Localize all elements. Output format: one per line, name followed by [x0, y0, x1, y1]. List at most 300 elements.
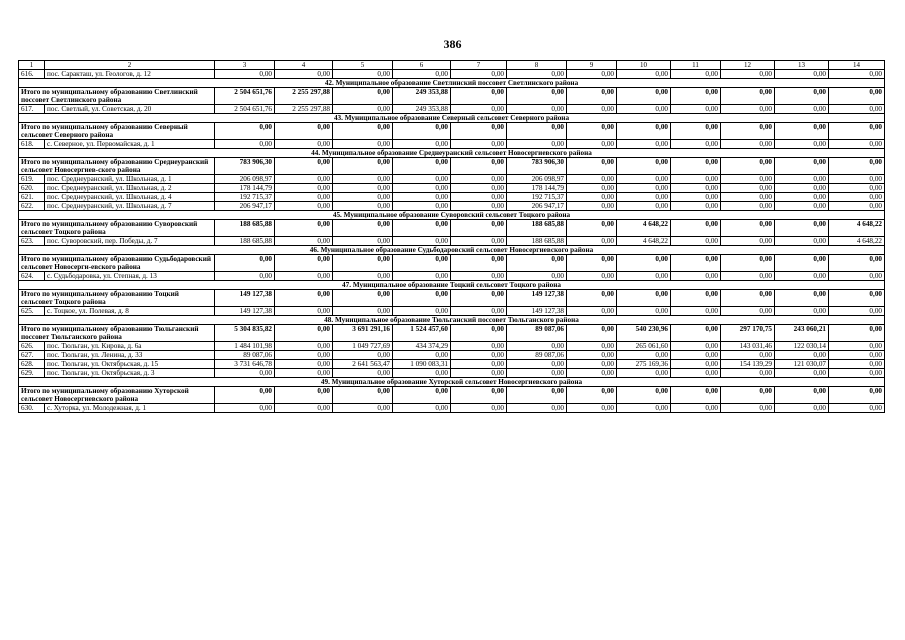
row-number: 628. [19, 360, 45, 369]
table-row [19, 351, 885, 360]
value-cell: 0,00 [671, 220, 721, 237]
value-cell: 0,00 [567, 140, 617, 149]
section-title: 45. Муниципальное образование Суворовский сельсовет Тоцкого района [19, 211, 885, 220]
value-cell: 0,00 [829, 70, 885, 79]
value-cell: 0,00 [617, 140, 671, 149]
value-cell: 0,00 [451, 237, 507, 246]
total-row [19, 387, 885, 404]
value-cell: 0,00 [671, 175, 721, 184]
value-cell: 0,00 [721, 184, 775, 193]
value-cell: 0,00 [617, 123, 671, 140]
value-cell: 0,00 [333, 175, 393, 184]
value-cell: 0,00 [275, 158, 333, 175]
value-cell: 0,00 [393, 220, 451, 237]
row-number: 620. [19, 184, 45, 193]
address-cell: пос. Среднеуранский, ул. Школьная, д. 7 [45, 202, 215, 211]
value-cell: 0,00 [507, 255, 567, 272]
value-cell: 2 504 651,76 [215, 88, 275, 105]
value-cell: 188 685,88 [215, 237, 275, 246]
value-cell: 0,00 [451, 123, 507, 140]
value-cell: 0,00 [671, 158, 721, 175]
value-cell: 0,00 [275, 404, 333, 413]
value-cell: 0,00 [507, 360, 567, 369]
value-cell: 0,00 [333, 220, 393, 237]
value-cell: 783 906,30 [215, 158, 275, 175]
value-cell: 0,00 [617, 202, 671, 211]
value-cell: 0,00 [393, 202, 451, 211]
value-cell: 0,00 [451, 70, 507, 79]
value-cell: 0,00 [393, 193, 451, 202]
table-row [19, 307, 885, 316]
value-cell: 0,00 [617, 105, 671, 114]
section-title: 46. Муниципальное образование Судьбодаровский сельсовет Новосергиевского района [19, 246, 885, 255]
value-cell: 0,00 [775, 184, 829, 193]
value-cell: 0,00 [215, 404, 275, 413]
value-cell: 0,00 [567, 184, 617, 193]
value-cell: 0,00 [671, 255, 721, 272]
value-cell: 2 255 297,88 [275, 105, 333, 114]
table-row [19, 369, 885, 378]
value-cell: 0,00 [567, 123, 617, 140]
value-cell: 0,00 [671, 404, 721, 413]
value-cell: 0,00 [617, 70, 671, 79]
value-cell: 0,00 [671, 140, 721, 149]
value-cell: 0,00 [215, 123, 275, 140]
value-cell: 434 374,29 [393, 342, 451, 351]
value-cell: 0,00 [775, 158, 829, 175]
table-row [19, 184, 885, 193]
value-cell: 0,00 [721, 351, 775, 360]
value-cell: 0,00 [333, 237, 393, 246]
value-cell: 249 353,88 [393, 105, 451, 114]
value-cell: 0,00 [333, 202, 393, 211]
value-cell: 89 087,06 [507, 325, 567, 342]
value-cell: 0,00 [393, 158, 451, 175]
value-cell: 0,00 [507, 88, 567, 105]
value-cell: 0,00 [275, 193, 333, 202]
value-cell: 0,00 [829, 290, 885, 307]
value-cell: 0,00 [215, 369, 275, 378]
value-cell: 149 127,38 [507, 307, 567, 316]
value-cell: 0,00 [275, 307, 333, 316]
value-cell: 0,00 [567, 237, 617, 246]
value-cell: 0,00 [775, 290, 829, 307]
value-cell: 265 061,60 [617, 342, 671, 351]
value-cell: 0,00 [275, 369, 333, 378]
value-cell: 0,00 [775, 175, 829, 184]
address-cell: с. Северное, ул. Первомайская, д. 1 [45, 140, 215, 149]
value-cell: 178 144,79 [215, 184, 275, 193]
section-title: 48. Муниципальное образование Тюльганский поссовет Тюльганского района [19, 316, 885, 325]
value-cell: 243 060,21 [775, 325, 829, 342]
value-cell: 0,00 [617, 255, 671, 272]
address-cell: пос. Среднеуранский, ул. Школьная, д. 2 [45, 184, 215, 193]
value-cell: 143 031,46 [721, 342, 775, 351]
table-row [19, 272, 885, 281]
address-cell: пос. Светлый, ул. Советская, д. 20 [45, 105, 215, 114]
value-cell: 0,00 [671, 88, 721, 105]
value-cell: 0,00 [393, 175, 451, 184]
address-cell: пос. Тюльган, ул. Октябрьская, д. 3 [45, 369, 215, 378]
value-cell: 783 906,30 [507, 158, 567, 175]
value-cell: 0,00 [617, 351, 671, 360]
value-cell: 0,00 [775, 404, 829, 413]
value-cell: 0,00 [775, 123, 829, 140]
value-cell: 0,00 [333, 158, 393, 175]
value-cell: 206 947,17 [507, 202, 567, 211]
value-cell: 0,00 [333, 387, 393, 404]
column-header: 3 [215, 61, 275, 70]
value-cell: 206 947,17 [215, 202, 275, 211]
value-cell: 0,00 [215, 255, 275, 272]
total-label: Итого по муниципальному образованию Хуторской сельсовет Новосергиевского района [19, 387, 215, 404]
value-cell: 0,00 [829, 325, 885, 342]
value-cell: 0,00 [451, 290, 507, 307]
value-cell: 0,00 [333, 88, 393, 105]
value-cell: 0,00 [617, 387, 671, 404]
value-cell: 0,00 [775, 70, 829, 79]
table-row [19, 70, 885, 79]
value-cell: 0,00 [393, 307, 451, 316]
value-cell: 0,00 [829, 175, 885, 184]
value-cell: 0,00 [333, 404, 393, 413]
value-cell: 4 648,22 [829, 237, 885, 246]
value-cell: 0,00 [275, 202, 333, 211]
value-cell: 0,00 [829, 307, 885, 316]
total-label: Итого по муниципальному образованию Северный сельсовет Северного района [19, 123, 215, 140]
value-cell: 0,00 [721, 123, 775, 140]
address-cell: с. Тоцкое, ул. Полевая, д. 8 [45, 307, 215, 316]
value-cell: 0,00 [671, 202, 721, 211]
column-header: 13 [775, 61, 829, 70]
total-row [19, 220, 885, 237]
value-cell: 0,00 [829, 360, 885, 369]
value-cell: 89 087,06 [215, 351, 275, 360]
value-cell: 0,00 [451, 202, 507, 211]
value-cell: 0,00 [393, 369, 451, 378]
value-cell: 4 648,22 [617, 237, 671, 246]
value-cell: 0,00 [567, 342, 617, 351]
value-cell: 275 169,36 [617, 360, 671, 369]
row-number: 622. [19, 202, 45, 211]
value-cell: 249 353,88 [393, 88, 451, 105]
value-cell: 0,00 [451, 184, 507, 193]
column-header: 11 [671, 61, 721, 70]
value-cell: 0,00 [617, 272, 671, 281]
value-cell: 149 127,38 [507, 290, 567, 307]
total-row [19, 123, 885, 140]
value-cell: 0,00 [567, 404, 617, 413]
value-cell: 0,00 [617, 158, 671, 175]
value-cell: 0,00 [393, 351, 451, 360]
total-label: Итого по муниципальному образованию Светлинский поссовет Светлинского района [19, 88, 215, 105]
value-cell: 0,00 [275, 255, 333, 272]
value-cell: 0,00 [451, 140, 507, 149]
value-cell: 0,00 [393, 404, 451, 413]
value-cell: 0,00 [451, 158, 507, 175]
total-label: Итого по муниципальному образованию Тюльганский поссовет Тюльганского района [19, 325, 215, 342]
row-number: 625. [19, 307, 45, 316]
value-cell: 0,00 [829, 404, 885, 413]
value-cell: 0,00 [333, 351, 393, 360]
value-cell: 0,00 [507, 387, 567, 404]
value-cell: 0,00 [617, 184, 671, 193]
value-cell: 206 098,97 [215, 175, 275, 184]
row-number: 623. [19, 237, 45, 246]
value-cell: 0,00 [829, 272, 885, 281]
address-cell: пос. Тюльган, ул. Кирова, д. 6а [45, 342, 215, 351]
value-cell: 0,00 [671, 342, 721, 351]
total-row [19, 290, 885, 307]
value-cell: 0,00 [617, 404, 671, 413]
value-cell: 0,00 [617, 290, 671, 307]
section-heading-row [19, 149, 885, 158]
section-heading-row [19, 378, 885, 387]
table-row [19, 342, 885, 351]
value-cell: 0,00 [671, 237, 721, 246]
value-cell: 0,00 [617, 307, 671, 316]
table-row [19, 360, 885, 369]
value-cell: 188 685,88 [507, 237, 567, 246]
value-cell: 0,00 [567, 307, 617, 316]
address-cell: пос. Саракташ, ул. Геологов, д. 12 [45, 70, 215, 79]
value-cell: 2 255 297,88 [275, 88, 333, 105]
section-heading-row [19, 79, 885, 88]
section-title: 43. Муниципальное образование Северный сельсовет Северного района [19, 114, 885, 123]
value-cell: 0,00 [721, 140, 775, 149]
column-header: 5 [333, 61, 393, 70]
value-cell: 0,00 [829, 369, 885, 378]
value-cell: 149 127,38 [215, 290, 275, 307]
value-cell: 0,00 [671, 123, 721, 140]
value-cell: 0,00 [393, 123, 451, 140]
value-cell: 0,00 [567, 70, 617, 79]
value-cell: 0,00 [451, 342, 507, 351]
value-cell: 0,00 [721, 220, 775, 237]
table-body [19, 61, 885, 413]
table-row [19, 237, 885, 246]
value-cell: 0,00 [451, 220, 507, 237]
value-cell: 0,00 [829, 105, 885, 114]
value-cell: 4 648,22 [829, 220, 885, 237]
value-cell: 0,00 [617, 88, 671, 105]
value-cell: 0,00 [721, 404, 775, 413]
value-cell: 0,00 [333, 307, 393, 316]
value-cell: 0,00 [671, 272, 721, 281]
page-number: 386 [443, 37, 462, 51]
value-cell: 0,00 [451, 193, 507, 202]
value-cell: 0,00 [775, 202, 829, 211]
value-cell: 0,00 [275, 184, 333, 193]
column-header: 8 [507, 61, 567, 70]
value-cell: 0,00 [393, 140, 451, 149]
value-cell: 0,00 [829, 193, 885, 202]
value-cell: 0,00 [721, 255, 775, 272]
total-label: Итого по муниципальному образованию Тоцкий сельсовет Тоцкого района [19, 290, 215, 307]
value-cell: 0,00 [721, 193, 775, 202]
value-cell: 0,00 [507, 369, 567, 378]
column-header: 2 [45, 61, 215, 70]
row-number: 616. [19, 70, 45, 79]
value-cell: 0,00 [775, 369, 829, 378]
value-cell: 0,00 [275, 290, 333, 307]
value-cell: 0,00 [829, 123, 885, 140]
value-cell: 0,00 [215, 70, 275, 79]
column-header: 4 [275, 61, 333, 70]
value-cell: 0,00 [829, 342, 885, 351]
value-cell: 0,00 [333, 369, 393, 378]
row-number: 626. [19, 342, 45, 351]
value-cell: 0,00 [333, 70, 393, 79]
value-cell: 0,00 [451, 272, 507, 281]
value-cell: 3 731 646,78 [215, 360, 275, 369]
value-cell: 0,00 [275, 175, 333, 184]
value-cell: 0,00 [275, 140, 333, 149]
section-title: 47. Муниципальное образование Тоцкий сельсовет Тоцкого района [19, 281, 885, 290]
column-header: 1 [19, 61, 45, 70]
value-cell: 0,00 [451, 325, 507, 342]
value-cell: 192 715,37 [507, 193, 567, 202]
total-label: Итого по муниципальному образованию Суворовский сельсовет Тоцкого района [19, 220, 215, 237]
value-cell: 0,00 [451, 88, 507, 105]
value-cell: 297 170,75 [721, 325, 775, 342]
value-cell: 0,00 [567, 220, 617, 237]
value-cell: 0,00 [567, 175, 617, 184]
value-cell: 0,00 [671, 325, 721, 342]
value-cell: 121 030,07 [775, 360, 829, 369]
value-cell: 0,00 [275, 360, 333, 369]
section-title: 44. Муниципальное образование Среднеуранский сельсовет Новосергиевского района [19, 149, 885, 158]
value-cell: 0,00 [215, 387, 275, 404]
column-header: 7 [451, 61, 507, 70]
value-cell: 0,00 [567, 387, 617, 404]
value-cell: 0,00 [829, 184, 885, 193]
data-table [18, 60, 885, 413]
value-cell: 0,00 [507, 105, 567, 114]
value-cell: 0,00 [567, 88, 617, 105]
value-cell: 0,00 [275, 123, 333, 140]
value-cell: 0,00 [775, 255, 829, 272]
total-row [19, 255, 885, 272]
value-cell: 0,00 [775, 351, 829, 360]
value-cell: 0,00 [275, 351, 333, 360]
value-cell: 0,00 [775, 220, 829, 237]
value-cell: 0,00 [775, 387, 829, 404]
value-cell: 0,00 [333, 290, 393, 307]
address-cell: с. Судьбодаровка, ул. Степная, д. 13 [45, 272, 215, 281]
value-cell: 1 524 457,60 [393, 325, 451, 342]
value-cell: 0,00 [721, 158, 775, 175]
value-cell: 0,00 [393, 237, 451, 246]
value-cell: 0,00 [775, 237, 829, 246]
value-cell: 0,00 [215, 272, 275, 281]
value-cell: 188 685,88 [215, 220, 275, 237]
address-cell: пос. Среднеуранский, ул. Школьная, д. 1 [45, 175, 215, 184]
value-cell: 0,00 [721, 70, 775, 79]
value-cell: 0,00 [275, 220, 333, 237]
value-cell: 0,00 [507, 404, 567, 413]
value-cell: 0,00 [393, 387, 451, 404]
row-number: 619. [19, 175, 45, 184]
value-cell: 0,00 [721, 88, 775, 105]
header-row [19, 61, 885, 70]
value-cell: 0,00 [333, 193, 393, 202]
value-cell: 0,00 [617, 193, 671, 202]
section-heading-row [19, 114, 885, 123]
value-cell: 1 090 083,31 [393, 360, 451, 369]
value-cell: 0,00 [333, 123, 393, 140]
value-cell: 0,00 [829, 158, 885, 175]
total-row [19, 325, 885, 342]
address-cell: пос. Тюльган, ул. Ленина, д. 33 [45, 351, 215, 360]
section-title: 42. Муниципальное образование Светлинский поссовет Светлинского района [19, 79, 885, 88]
section-heading-row [19, 281, 885, 290]
value-cell: 0,00 [567, 290, 617, 307]
value-cell: 206 098,97 [507, 175, 567, 184]
value-cell: 0,00 [451, 105, 507, 114]
column-header: 14 [829, 61, 885, 70]
address-cell: пос. Среднеуранский, ул. Школьная, д. 4 [45, 193, 215, 202]
value-cell: 0,00 [671, 290, 721, 307]
column-header: 9 [567, 61, 617, 70]
value-cell: 0,00 [829, 202, 885, 211]
value-cell: 0,00 [507, 272, 567, 281]
value-cell: 0,00 [567, 325, 617, 342]
row-number: 630. [19, 404, 45, 413]
value-cell: 0,00 [451, 404, 507, 413]
value-cell: 0,00 [671, 360, 721, 369]
column-header: 10 [617, 61, 671, 70]
table-row [19, 193, 885, 202]
value-cell: 3 691 291,16 [333, 325, 393, 342]
value-cell: 0,00 [507, 123, 567, 140]
value-cell: 0,00 [671, 184, 721, 193]
value-cell: 0,00 [333, 105, 393, 114]
value-cell: 0,00 [775, 105, 829, 114]
value-cell: 0,00 [275, 237, 333, 246]
value-cell: 0,00 [829, 351, 885, 360]
value-cell: 1 049 727,69 [333, 342, 393, 351]
total-row [19, 88, 885, 105]
section-heading-row [19, 246, 885, 255]
value-cell: 0,00 [567, 351, 617, 360]
column-header: 6 [393, 61, 451, 70]
table-row [19, 105, 885, 114]
value-cell: 0,00 [829, 255, 885, 272]
value-cell: 0,00 [507, 70, 567, 79]
value-cell: 0,00 [567, 105, 617, 114]
section-heading-row [19, 211, 885, 220]
total-label: Итого по муниципальному образованию Судьбодаровский сельсовет Новосерги-евского района [19, 255, 215, 272]
value-cell: 192 715,37 [215, 193, 275, 202]
value-cell: 0,00 [567, 369, 617, 378]
row-number: 624. [19, 272, 45, 281]
value-cell: 0,00 [721, 369, 775, 378]
table-row [19, 404, 885, 413]
row-number: 627. [19, 351, 45, 360]
value-cell: 5 304 835,82 [215, 325, 275, 342]
value-cell: 0,00 [451, 307, 507, 316]
value-cell: 0,00 [721, 202, 775, 211]
value-cell: 0,00 [721, 387, 775, 404]
table-row [19, 175, 885, 184]
value-cell: 0,00 [215, 140, 275, 149]
value-cell: 0,00 [275, 70, 333, 79]
section-title: 49. Муниципальное образование Хуторской сельсовет Новосергиевского района [19, 378, 885, 387]
value-cell: 0,00 [829, 387, 885, 404]
value-cell: 0,00 [829, 88, 885, 105]
value-cell: 0,00 [721, 105, 775, 114]
